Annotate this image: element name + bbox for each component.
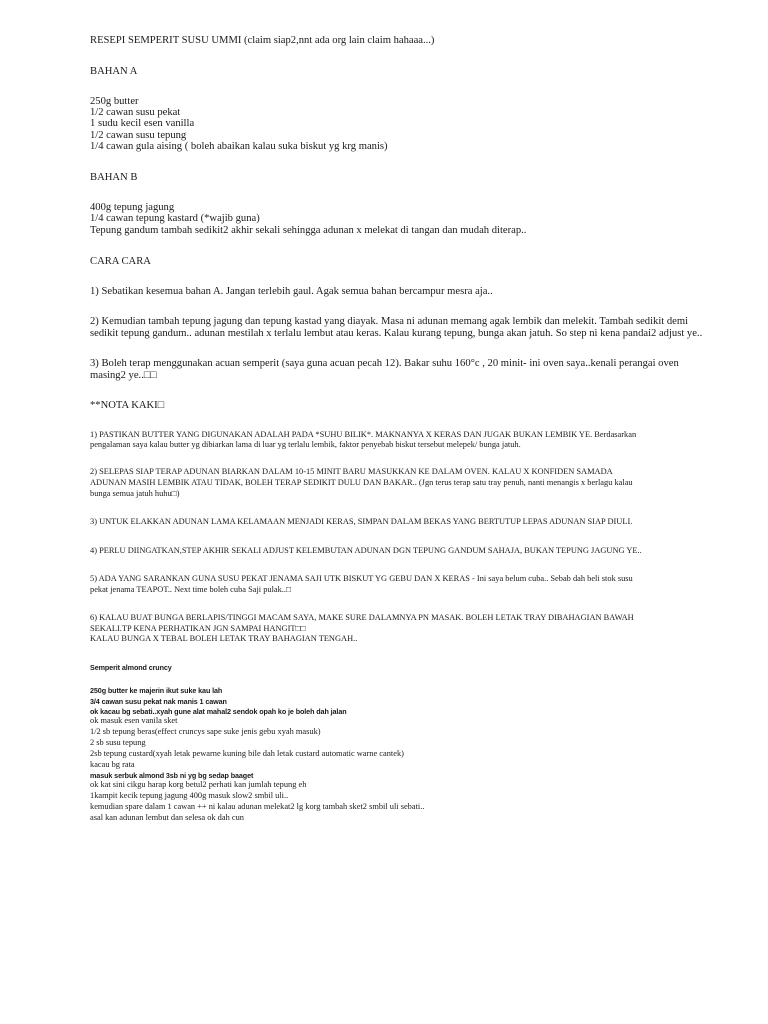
cara-step-2: 2) Kemudian tambah tepung jagung dan tepung kastad yang diayak. Masa ni adunan memang agak lembik dan melekit. Tambah sedikit demi [90, 316, 689, 327]
almond-line: asal kan adunan lembut dan selesa ok dah cun [90, 813, 244, 822]
cara-step-3-cont: masing2 ye..□□ [90, 370, 157, 381]
bahan-a-item: 1/2 cawan susu pekat [90, 107, 181, 118]
bahan-b-item: 400g tepung jagung [90, 202, 175, 213]
bahan-a-item: 1/4 cawan gula aising ( boleh abaikan kalau suka biskut yg krg manis) [90, 141, 388, 152]
nota-1-cont: pengalaman saya kalau butter yg dibiarkan lama di luar yg terlalu lembik, faktor penyebab biskut tersebut melepek/ bunga jatuh. [90, 440, 521, 449]
almond-line: 2 sb susu tepung [90, 738, 146, 747]
bahan-b-item: Tepung gandum tambah sedikit2 akhir sekali sehingga adunan x melekat di tangan dan mudah diterap.. [90, 225, 527, 236]
bahan-b-heading: BAHAN B [90, 172, 138, 183]
almond-line: ok kacau bg sebati..xyah gune alat mahal2 sendok opah ko je boleh dah jalan [90, 707, 347, 716]
nota-3: 3) UNTUK ELAKKAN ADUNAN LAMA KELAMAAN MENJADI KERAS, SIMPAN DALAM BEKAS YANG BERTUTUP LEPAS ADUNAN SIAP DIULI. [90, 517, 633, 526]
bahan-a-item: 1/2 cawan susu tepung [90, 130, 187, 141]
cara-heading: CARA CARA [90, 256, 151, 267]
almond-line: ok masuk esen vanila sket [90, 716, 178, 725]
cara-step-2-cont: sedikit tepung gandum.. adunan mestilah x terlalu lembut atau keras. Kalau kurang tepung, bunga akan jatuh. So step ni kena pandai2 adjust ye.. [90, 328, 703, 339]
almond-line: 250g butter ke majerin ikut suke kau lah [90, 686, 223, 695]
bahan-a-item: 250g butter [90, 96, 139, 107]
nota-4: 4) PERLU DIINGATKAN,STEP AKHIR SEKALI ADJUST KELEMBUTAN ADUNAN DGN TEPUNG GANDUM SAHAJA, BUKAN TEPUNG JAGUNG YE.. [90, 546, 642, 555]
almond-line: masuk serbuk almond 3sb ni yg bg sedap baaget [90, 771, 254, 780]
cara-step-3: 3) Boleh terap menggunakan acuan semperit (saya guna acuan pecah 12). Bakar suhu 160°c , 20 minit- ini oven saya..kenali perangai oven [90, 358, 679, 369]
bahan-a-item: 1 sudu kecil esen vanilla [90, 118, 195, 129]
nota-2: 2) SELEPAS SIAP TERAP ADUNAN BIARKAN DALAM 10-15 MINIT BARU MASUKKAN KE DALAM OVEN. KALAU X KONFIDEN SAMADA [90, 467, 613, 476]
nota-5-cont: pekat jenama TEAPOT.. Next time boleh cuba Saji pulak..□ [90, 585, 292, 594]
recipe-title: RESEPI SEMPERIT SUSU UMMI (claim siap2,nnt ada org lain claim hahaaa...) [90, 35, 435, 46]
nota-2-cont: bunga semua jatuh huhu□) [90, 489, 180, 498]
cara-step-1: 1) Sebatikan kesemua bahan A. Jangan terlebih gaul. Agak semua bahan bercampur mesra aja.. [90, 286, 493, 297]
nota-2-cont: ADUNAN MASIH LEMBIK ATAU TIDAK, BOLEH TERAP SEDIKIT DULU DAN BAKAR.. (Jgn terus terap satu tray penuh, nanti menangis x berlagu kalau [90, 478, 633, 487]
nota-5: 5) ADA YANG SARANKAN GUNA SUSU PEKAT JENAMA SAJI UTK BISKUT YG GEBU DAN X KERAS - Ini saya belum cuba.. Sebab dah beli stok susu [90, 574, 633, 583]
nota-1: 1) PASTIKAN BUTTER YANG DIGUNAKAN ADALAH PADA *SUHU BILIK*. MAKNANYA X KERAS DAN JUGAK BUKAN LEMBIK YE. Berdasarkan [90, 430, 637, 439]
almond-heading: Semperit almond cruncy [90, 663, 172, 672]
bahan-b-item: 1/4 cawan tepung kastard (*wajib guna) [90, 213, 260, 224]
almond-line: 3/4 cawan susu pekat nak manis 1 cawan [90, 697, 227, 706]
almond-line: 1kampit kecik tepung jagung 400g masuk slow2 smbil uli.. [90, 791, 289, 800]
almond-line: kacau bg rata [90, 760, 135, 769]
bahan-a-heading: BAHAN A [90, 66, 138, 77]
almond-line: 1/2 sb tepung beras(effect cruncys sape suke jenis gebu xyah masuk) [90, 727, 321, 736]
almond-line: ok kat sini cikgu harap korg betul2 perhati kan jumlah tepung eh [90, 780, 307, 789]
nota-6: 6) KALAU BUAT BUNGA BERLAPIS/TINGGI MACAM SAYA, MAKE SURE DALAMNYA PN MASAK. BOLEH LETAK TRAY DIBAHAGIAN BAWAH [90, 613, 634, 622]
almond-line: kemudian spare dalam 1 cawan ++ ni kalau adunan melekat2 lg korg tambah sket2 smbil uli sebati.. [90, 802, 425, 811]
nota-6-cont: KALAU BUNGA X TEBAL BOLEH LETAK TRAY BAHAGIAN TENGAH.. [90, 634, 358, 643]
nota-heading: **NOTA KAKI□ [90, 400, 165, 411]
almond-line: 2sb tepung custard(xyah letak pewarne kuning bile dah letak custard automatic warne cantek) [90, 749, 404, 758]
nota-6-cont: SEKALI.TP KENA PERHATIKAN JGN SAMPAI HANGIT□□ [90, 624, 306, 633]
